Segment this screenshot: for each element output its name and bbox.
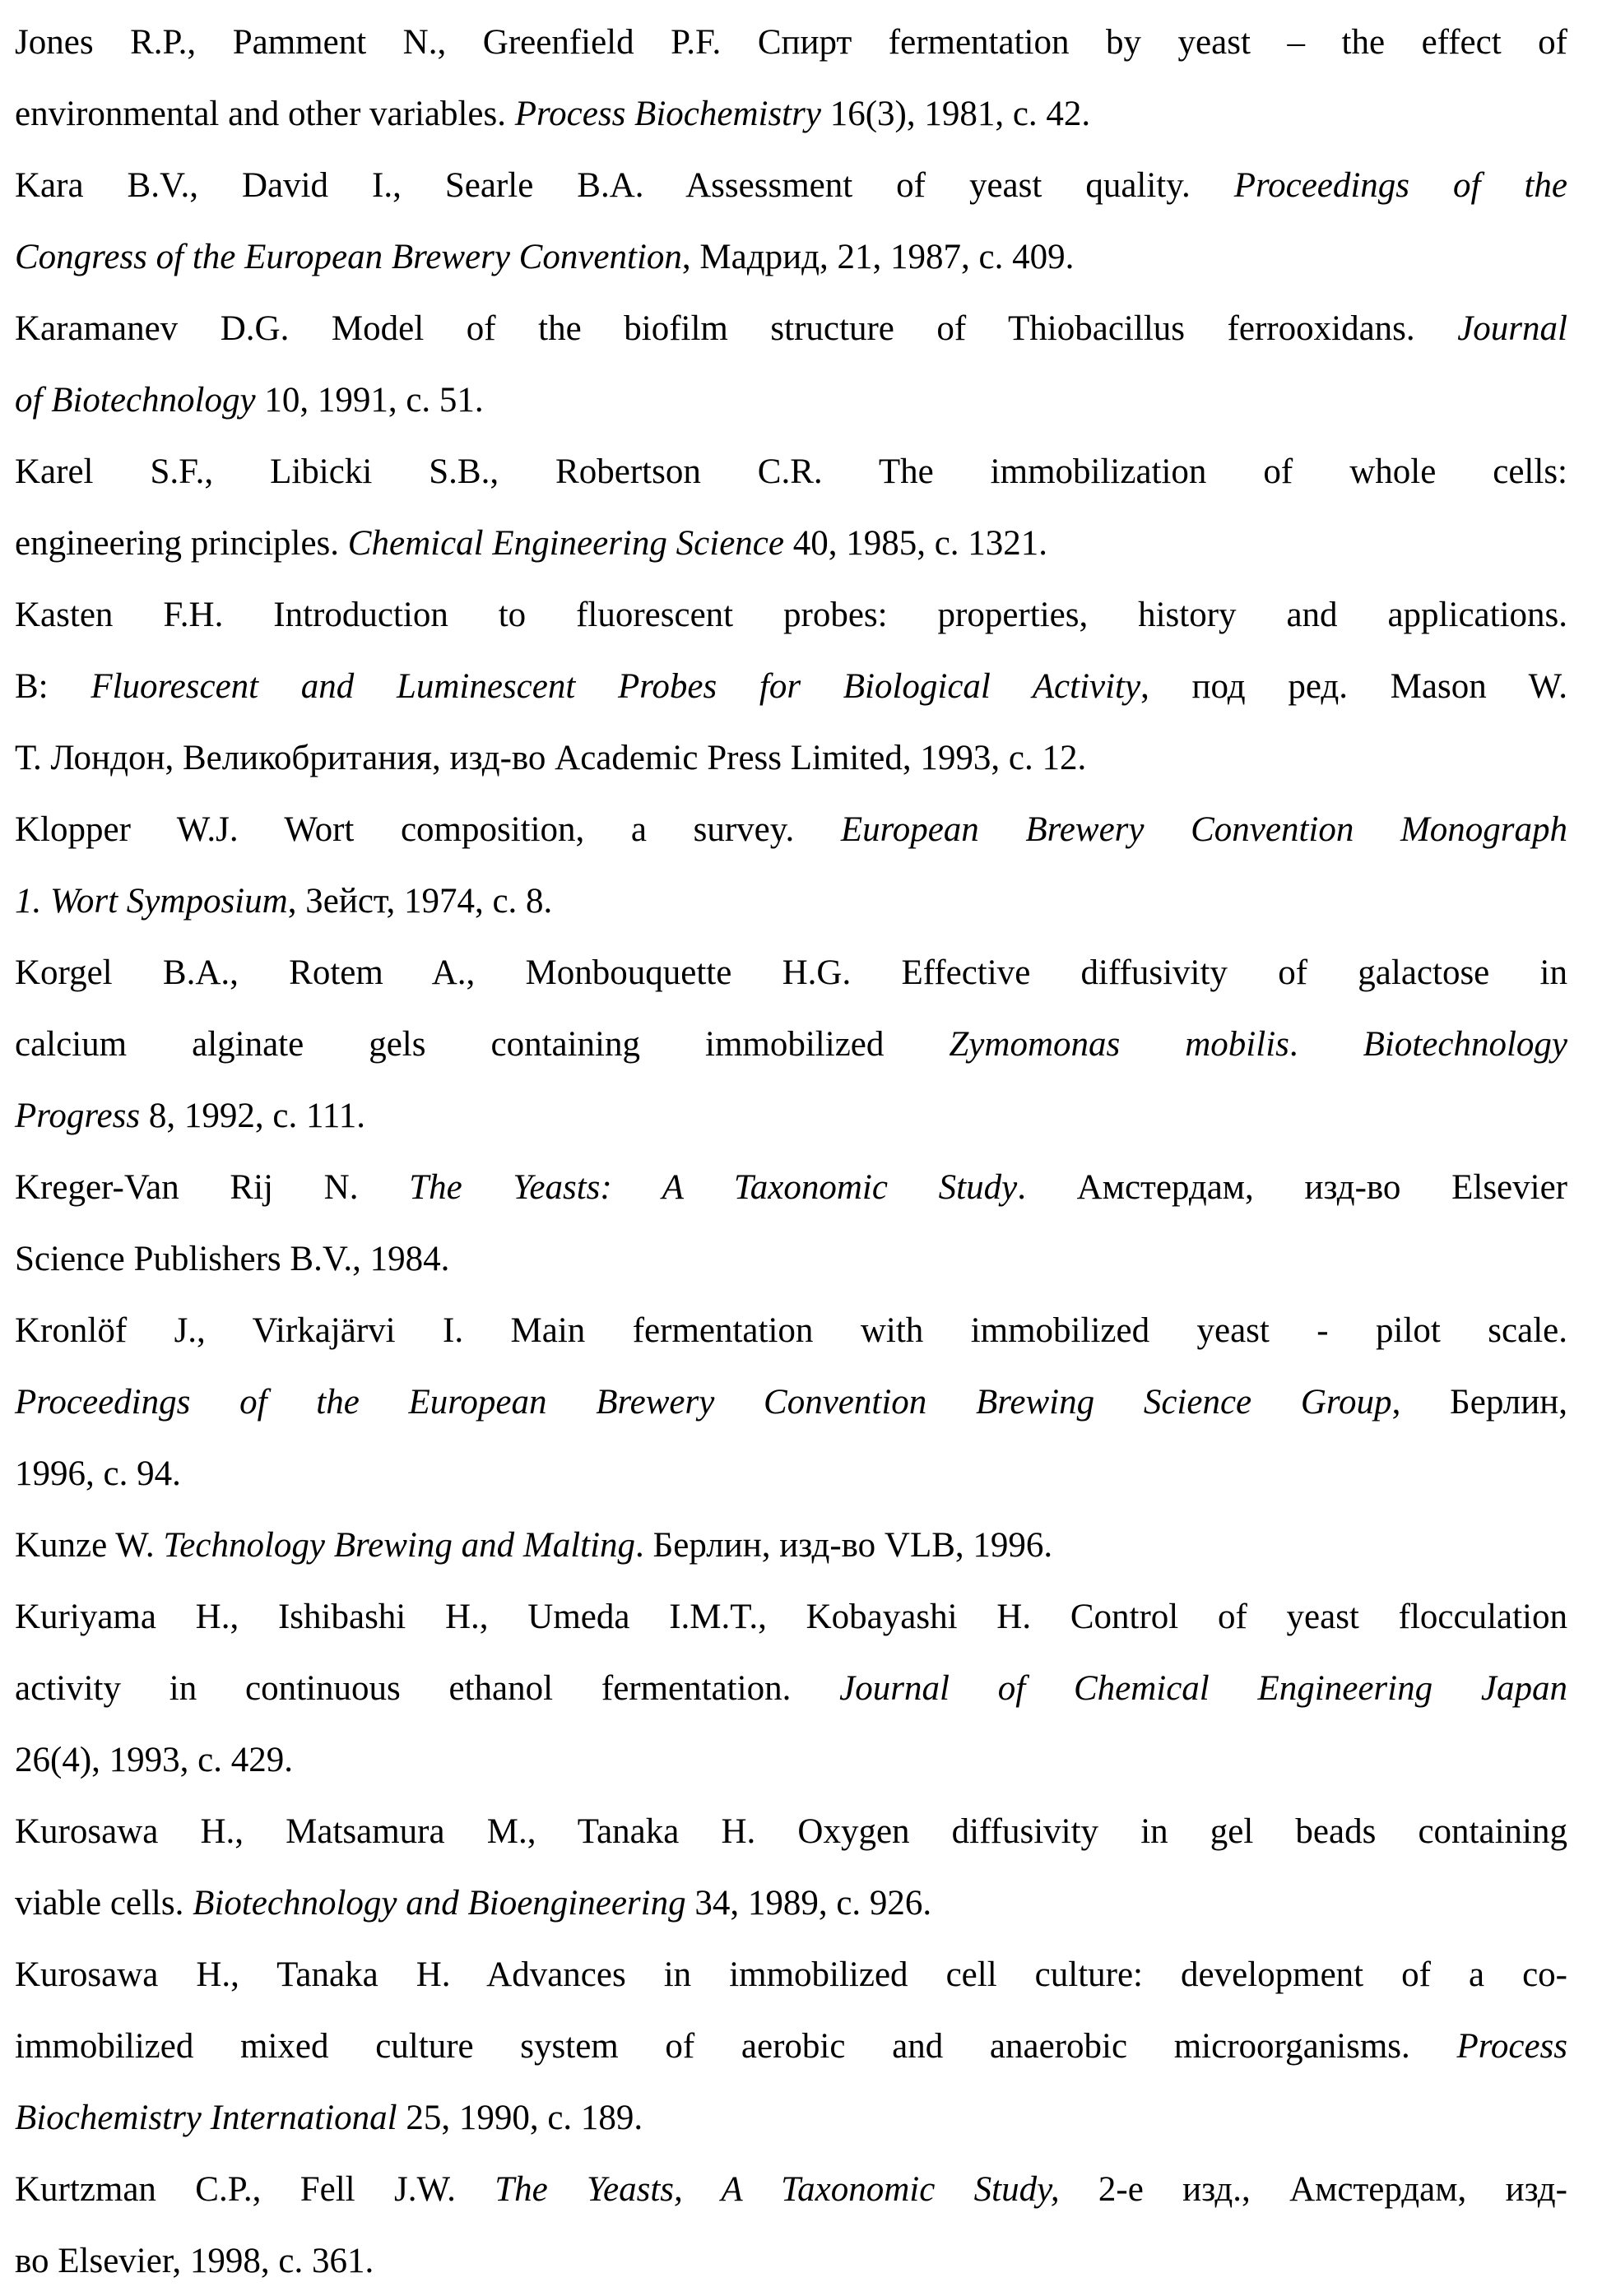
reference-text-segment: Kreger-Van Rij N. [15,1168,410,1207]
reference-text-segment: во Elsevier, 1998, c. 361. [15,2242,374,2280]
reference-line [15,865,1567,937]
reference-text-segment: , Мадрид, 21, 1987, c. 409. [681,238,1075,276]
reference-line [15,2225,1567,2296]
reference-title-segment: Proceedings of the [1233,166,1568,205]
reference-line [15,1366,1567,1438]
reference-title-segment: Fluorescent and Luminescent Probes for Biological Activity [91,667,1141,706]
reference-text-segment: , под ред. Mason W. [1140,667,1567,706]
reference-text-segment: 1996, c. 94. [15,1454,181,1493]
reference-title-segment: Process Biochemistry [514,95,821,133]
reference-text-segment: . [1289,1025,1363,1064]
reference-line [15,2154,1567,2225]
reference-text-segment: Kurosawa H., Matsamura M., Tanaka H. Oxygen diffusivity in gel beads containing [15,1812,1567,1851]
reference-line [15,436,1567,508]
reference-title-segment: Chemical Engineering Science [347,524,784,563]
reference-text-segment: Kunze W. [15,1526,164,1565]
reference-title-segment: Biochemistry International [15,2099,397,2137]
reference-text-segment: . Амстердам, изд-во Elsevier [1017,1168,1567,1207]
reference-entry [15,1510,1567,1581]
reference-entry [15,1939,1567,2154]
reference-line [15,221,1567,293]
reference-line [15,937,1567,1009]
reference-text-segment: 16(3), 1981, c. 42. [820,95,1091,133]
reference-text-segment: Kronlöf J., Virkajärvi I. Main fermentation with immobilized yeast - pilot scale. [15,1311,1567,1350]
reference-text-segment: Kurtzman C.P., Fell J.W. [15,2170,495,2209]
reference-title-segment: Technology Brewing and Malting [163,1526,636,1565]
reference-line [15,1009,1567,1080]
reference-line [15,78,1567,150]
reference-line [15,1510,1567,1581]
reference-text-segment: 26(4), 1993, c. 429. [15,1741,293,1779]
reference-text-segment: engineering principles. [15,524,348,563]
reference-text-segment: 10, 1991, c. 51. [255,381,484,420]
reference-line [15,1939,1567,2011]
reference-text-segment: Karamanev D.G. Model of the biofilm structure of Thiobacillus ferrooxidans. [15,309,1458,348]
reference-text-segment: Korgel B.A., Rotem A., Monbouquette H.G. Effective diffusivity of galactose in [15,953,1567,992]
reference-title-segment: Biotechnology and Bioengineering [193,1884,686,1923]
reference-title-segment: of Biotechnology [15,381,256,420]
reference-line [15,1867,1567,1939]
reference-line [15,722,1567,794]
reference-text-segment: 34, 1989, c. 926. [685,1884,932,1923]
reference-line [15,1223,1567,1295]
reference-text-segment: Kara B.V., David I., Searle B.A. Assessment of yeast quality. [15,166,1234,205]
reference-entry [15,1796,1567,1939]
reference-entry [15,579,1567,794]
reference-entry [15,1581,1567,1796]
reference-title-segment: Progress [15,1097,141,1135]
reference-entry [15,794,1567,937]
reference-line [15,150,1567,221]
reference-line [15,2011,1567,2082]
reference-text-segment: Kasten F.H. Introduction to fluorescent probes: properties, history and applications. [15,596,1567,634]
reference-text-segment: 40, 1985, c. 1321. [783,524,1048,563]
reference-entry [15,436,1567,579]
reference-title-segment: Journal of Chemical Engineering Japan [839,1669,1567,1708]
reference-title-segment: Biotechnology [1363,1025,1568,1064]
reference-line [15,794,1567,865]
reference-line [15,1080,1567,1152]
reference-text-segment: Klopper W.J. Wort composition, a survey. [15,810,841,849]
reference-entry [15,150,1567,293]
reference-text-segment: 2-е изд., Амстердам, изд- [1059,2170,1567,2209]
reference-line [15,1653,1567,1724]
reference-text-segment: calcium alginate gels containing immobilized [15,1025,950,1064]
reference-entry [15,937,1567,1152]
reference-line [15,1724,1567,1796]
reference-line [15,7,1567,78]
reference-title-segment: Journal [1457,309,1567,348]
reference-line [15,1796,1567,1867]
reference-line [15,1438,1567,1510]
reference-entry [15,7,1567,150]
reference-text-segment: 25, 1990, c. 189. [397,2099,643,2137]
bibliography-list [15,7,1567,2296]
reference-text-segment: viable cells. [15,1884,193,1923]
reference-text-segment: , Зейст, 1974, c. 8. [287,882,553,921]
reference-line [15,2082,1567,2154]
reference-line [15,1581,1567,1653]
reference-text-segment: , Берлин, [1391,1383,1567,1422]
reference-line [15,293,1567,364]
reference-line [15,1295,1567,1366]
reference-title-segment: Proceedings of the European Brewery Convention Brewing Science Group [15,1383,1392,1422]
reference-text-segment: 8, 1992, c. 111. [140,1097,366,1135]
reference-title-segment: Zymomonas mobilis [949,1025,1289,1064]
reference-title-segment: European Brewery Convention Monograph [840,810,1567,849]
reference-text-segment: Т. Лондон, Великобритания, изд-во Academic Press Limited, 1993, c. 12. [15,739,1087,777]
reference-title-segment: The Yeasts, A Taxonomic Study, [495,2170,1060,2209]
reference-line [15,364,1567,436]
reference-title-segment: 1. Wort Symposium [15,882,288,921]
reference-entry [15,1152,1567,1295]
reference-text-segment: immobilized mixed culture system of aerobic and anaerobic microorganisms. [15,2027,1457,2066]
reference-line [15,508,1567,579]
reference-entry [15,2154,1567,2296]
reference-entry [15,293,1567,436]
reference-title-segment: The Yeasts: A Taxonomic Study [409,1168,1018,1207]
reference-line [15,579,1567,651]
reference-text-segment: Science Publishers B.V., 1984. [15,1240,450,1278]
reference-title-segment: Process [1456,2027,1567,2066]
reference-text-segment: activity in continuous ethanol fermentation. [15,1669,840,1708]
reference-line [15,1152,1567,1223]
reference-text-segment: Karel S.F., Libicki S.B., Robertson C.R. The immobilization of whole cells: [15,452,1567,491]
reference-text-segment: Kurosawa H., Tanaka H. Advances in immobilized cell culture: development of a co- [15,1955,1567,1994]
reference-line [15,651,1567,722]
reference-title-segment: Congress of the European Brewery Convention [15,238,682,276]
reference-text-segment: Kuriyama H., Ishibashi H., Umeda I.M.T., Kobayashi H. Control of yeast flocculation [15,1598,1567,1636]
reference-text-segment: Jones R.P., Pamment N., Greenfield P.F. Спирт fermentation by yeast – the effect of [15,23,1567,62]
reference-entry [15,1295,1567,1510]
reference-text-segment: В: [15,667,91,706]
reference-text-segment: environmental and other variables. [15,95,515,133]
reference-text-segment: . Берлин, изд-во VLB, 1996. [635,1526,1053,1565]
